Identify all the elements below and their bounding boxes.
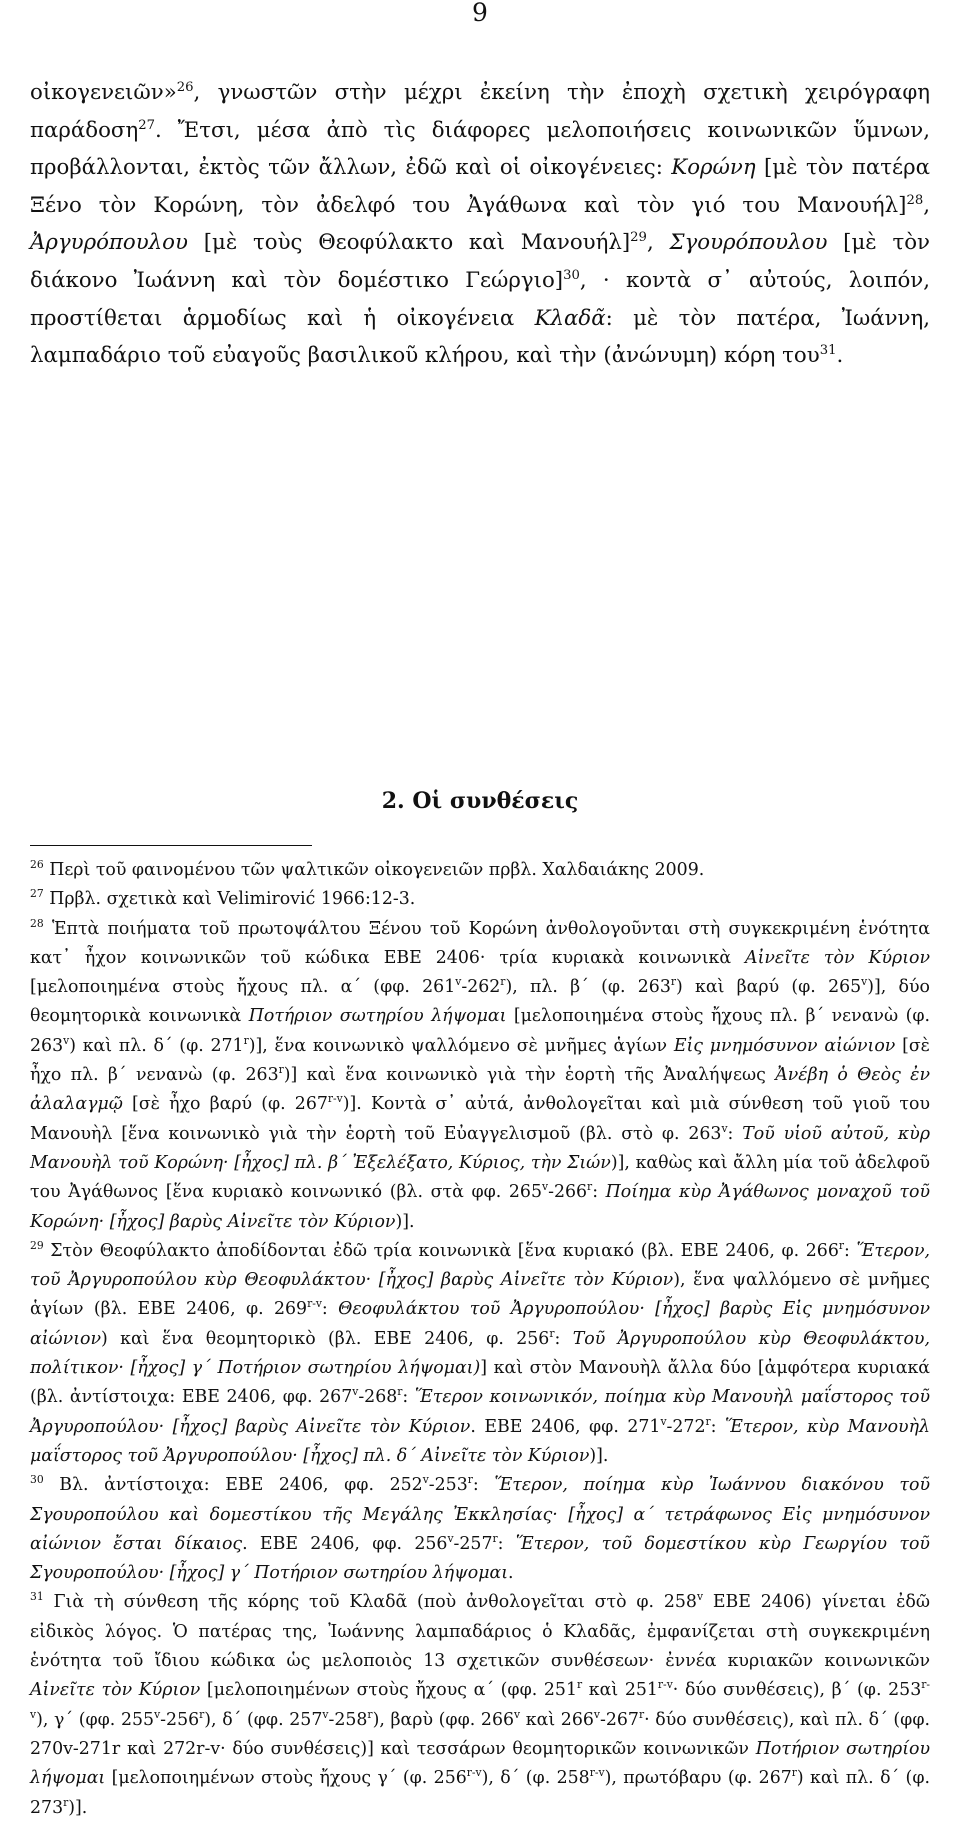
text-span: [σὲ ἦχο πλ. β΄ νενανὼ (φ. 263 xyxy=(30,1035,930,1086)
text-span: ), ἕνα ψαλλόμενο σὲ μνῆμες ἁγίων (βλ. ΕΒΕ 2406, φ. 269 xyxy=(30,1270,930,1320)
text-span: [μελοποιημένα στοὺς ἤχους πλ. β΄ νενανὼ (φ. 263 xyxy=(30,1006,930,1056)
text-span: -266 xyxy=(548,1182,588,1203)
footnote xyxy=(30,885,930,914)
footnote-ref: r xyxy=(397,1385,403,1399)
text-span: )], ἕνα κοινωνικὸ ψαλλόμενο σὲ μνῆμες ἁγίων xyxy=(248,1035,674,1056)
text-span: -253 xyxy=(428,1475,468,1496)
text-span: [μελοποιημένων στοὺς ἤχους α΄ (φφ. 251 xyxy=(200,1680,577,1701)
footnote-ref: r-v xyxy=(30,1678,931,1721)
text-span: . Ἔτσι, μέσα ἀπὸ τὶς διάφορες μελοποιήσεις κοινωνικῶν ὕμνων, προβάλλονται, ἐκτὸς τῶν ἄλλων, ἐδῶ καὶ οἱ οἰκογένειες: xyxy=(30,117,930,181)
text-span: ) καὶ βαρύ (φ. 265 xyxy=(676,977,862,998)
footnote-ref: r xyxy=(791,1766,797,1780)
footnote-ref: v xyxy=(154,1707,161,1721)
italic-span: Ποτήριον σωτηρίου λήψομαι xyxy=(30,1738,931,1789)
italic-span: Θεοφυλάκτου τοῦ Ἀργυροπούλου· [ἦχος] βαρὺς Εἰς μνημόσυνον αἰώνιον xyxy=(30,1299,930,1349)
footnote-ref: v xyxy=(422,1473,429,1487)
text-span: -272 xyxy=(666,1416,706,1437)
text-span: -257 xyxy=(453,1533,493,1554)
text-span: καὶ 251 xyxy=(582,1680,658,1701)
italic-span: Ἕτερον, κὺρ Μανουὴλ μαΐστορος τοῦ Ἀργυροπούλου· [ἦχος] πλ. δ΄ Αἰνεῖτε τὸν Κύριον xyxy=(30,1416,930,1466)
text-span: ) καὶ ἕνα θεομητορικὸ (βλ. ΕΒΕ 2406, φ. 256 xyxy=(100,1328,550,1349)
text-span: οἰκογενειῶν» xyxy=(30,80,177,105)
text-span: )], καθὼς καὶ ἄλλη μία τοῦ ἀδελφοῦ του Ἀγάθωνος [ἕνα κυριακὸ κοινωνικό (βλ. στὰ φφ. 265 xyxy=(30,1152,930,1203)
footnote xyxy=(30,1237,930,1471)
text-span: ), δ΄ (φφ. 257 xyxy=(204,1709,323,1730)
text-span: -262 xyxy=(461,977,501,998)
footnote-ref: r xyxy=(587,1180,593,1194)
text-span: ΕΒΕ 2406) γίνεται ἐδῶ εἰδικὸς λόγος. Ὁ πατέρας της, Ἰωάννης λαμπαδάριος ὁ Κλαδᾶς, ἐμφανίζεται στὴ συγκεκριμένη ἑνότητα τοῦ ἴδιου κώδικα ὡς μελοποιὸς 13 σχετικῶν συνθέσεων· ἐννέα κυριακῶν κοινωνικῶν xyxy=(30,1592,930,1672)
text-span: Βλ. ἀντίστοιχα: ΕΒΕ 2406, φφ. 252 xyxy=(43,1475,423,1496)
text-span: Στὸν Θεοφύλακτο ἀποδίδονται ἐδῶ τρία κοινωνικὰ [ἕνα κυριακό (βλ. ΕΒΕ 2406, φ. 266 xyxy=(43,1240,839,1261)
italic-span: Ἕτερον κοινωνικόν, ποίημα κὺρ Μανουὴλ μαΐστορος τοῦ Ἀργυροπούλου· [ἦχος] βαρὺς Αἰνεῖτε τὸν Κύριον xyxy=(30,1387,931,1437)
footnote-ref: 26 xyxy=(30,858,44,872)
text-span: ) καὶ πλ. δ΄ (φ. 273 xyxy=(30,1768,930,1818)
footnote-ref: 28 xyxy=(906,192,924,208)
footnote xyxy=(30,856,930,885)
text-span: ), βαρὺ (φφ. 266 xyxy=(372,1709,515,1730)
text-span: [μελοποιημένων στοὺς ἤχους γ΄ (φ. 256 xyxy=(105,1768,467,1789)
text-span: , xyxy=(646,230,670,256)
text-span: , · κοντὰ σ᾽ αὐτούς, λοιπόν, προστίθεται ἁρμοδίως καὶ ἡ οἰκογένεια xyxy=(30,267,930,331)
italic-span: Ἕτερον, τοῦ Ἀργυροπούλου κὺρ Θεοφυλάκτου· [ἦχος] βαρὺς Αἰνεῖτε τὸν Κύριον xyxy=(30,1240,930,1291)
italic-span: Αἰνεῖτε τὸν Κύριον xyxy=(745,947,930,968)
text-span: : xyxy=(321,1299,339,1320)
italic-span: Τοῦ Ἀργυροπούλου κὺρ Θεοφυλάκτου, πολίτικον· [ἦχος] γ΄ Ποτήριον σωτηρίου λήψομαι) xyxy=(30,1328,930,1379)
text-span: [μελοποιημένα στοὺς ἤχους πλ. α΄ (φφ. 261 xyxy=(30,977,456,998)
text-span: . xyxy=(508,1563,514,1584)
text-span: καὶ 266 xyxy=(520,1709,594,1730)
footnote-ref: v xyxy=(63,1034,70,1047)
footnote-ref: 31 xyxy=(30,1590,44,1604)
text-span: · δύο συνθέσεις), καὶ πλ. δ΄ (φφ. 270v-271r καὶ 272r-v· δύο συνθέσεις)] καὶ τεσσάρων θεομητορικῶν κοινωνικῶν xyxy=(30,1709,930,1759)
body-paragraph xyxy=(30,74,930,375)
text-span: -258 xyxy=(328,1709,368,1730)
footnotes xyxy=(30,856,930,1823)
italic-span: Ποίημα κὺρ Ἀγάθωνος μοναχοῦ τοῦ Κορώνη· [ἦχος] βαρὺς Αἰνεῖτε τὸν Κύριον xyxy=(30,1182,930,1232)
text-span: : μὲ τὸν πατέρα, Ἰωάννη, λαμπαδάριο τοῦ εὐαγοῦς βασιλικοῦ κλήρου, καὶ τὴν (ἀνώνυμη) κόρη του xyxy=(30,305,930,369)
italic-span: Ἕτερον, τοῦ δομεστίκου κὺρ Γεωργίου τοῦ Σγουροπούλου· [ἦχος] γ΄ Ποτήριον σωτηρίου λήψομαι xyxy=(30,1533,930,1584)
text-span: : xyxy=(727,1123,743,1144)
footnote-separator xyxy=(30,845,312,846)
italic-span: Ἀργυρόπουλου xyxy=(30,230,188,256)
footnote-ref: r xyxy=(367,1707,373,1721)
footnote-ref: 30 xyxy=(563,267,580,283)
text-span: [σὲ ἦχο βαρύ (φ. 267 xyxy=(122,1094,328,1115)
text-span: , γνωστῶν στὴν μέχρι ἐκείνη τὴν ἐποχὴ σχετικὴ χειρόγραφη παράδοση xyxy=(30,80,930,143)
footnote-ref: v xyxy=(660,1414,667,1428)
footnote-ref: r-v xyxy=(466,1766,482,1780)
footnote-ref: 27 xyxy=(30,887,44,901)
text-span: . xyxy=(836,343,844,369)
text-span: . ΕΒΕ 2406, φφ. 271 xyxy=(470,1416,661,1437)
text-span: [μὲ τοὺς Θεοφύλακτο καὶ Μανουήλ] xyxy=(187,230,631,256)
footnote-ref: 29 xyxy=(30,1239,44,1253)
footnote-ref: v xyxy=(593,1707,600,1721)
italic-span: Ἕτερον, ποίημα κὺρ Ἰωάννου διακόνου τοῦ Σγουροπούλου καὶ δομεστίκου τῆς Μεγάλης Ἐκκλησίας· [ἦχος] α΄ τετράφωνος Εἰς μνημόσυνον αἰώνιον ἔσται δίκαιος xyxy=(30,1475,930,1554)
text-span: -268 xyxy=(358,1387,398,1408)
footnote-ref: v xyxy=(696,1590,704,1604)
text-span: : xyxy=(497,1533,516,1554)
footnote-ref: r-v xyxy=(657,1678,673,1692)
footnote-ref: r xyxy=(549,1326,555,1340)
footnote-ref: r xyxy=(278,1063,284,1077)
footnote-ref: r xyxy=(199,1707,205,1721)
footnote-ref: v xyxy=(861,975,868,989)
footnote-ref: r xyxy=(670,975,677,989)
text-span: ), γ΄ (φφ. 255 xyxy=(36,1709,155,1730)
text-span: ) καὶ πλ. δ΄ (φ. 271 xyxy=(69,1035,244,1056)
text-span: : xyxy=(592,1182,606,1203)
footnote-ref: 26 xyxy=(176,79,194,95)
footnote-ref: 28 xyxy=(30,916,44,930)
footnote-ref: r xyxy=(500,975,506,989)
footnote-ref: r-v xyxy=(589,1766,605,1780)
footnote-ref: v xyxy=(514,1707,521,1721)
footnote-ref: r xyxy=(577,1678,583,1692)
text-span: ] καὶ στὸν Μανουὴλ ἄλλα δύο [ἀμφότερα κυριακά (βλ. ἀντίστοιχα: ΕΒΕ 2406, φφ. 267 xyxy=(30,1358,930,1408)
footnote-ref: r xyxy=(838,1239,844,1253)
footnote-ref: r xyxy=(638,1707,645,1721)
footnote-ref: r xyxy=(705,1414,711,1428)
footnote-ref: v xyxy=(455,975,462,989)
italic-span: Ποτήριον σωτηρίου λήψομαι xyxy=(248,1006,507,1027)
footnote-ref: 29 xyxy=(630,230,647,246)
text-span: )] καὶ ἕνα κοινωνικὸ γιὰ τὴν ἑορτὴ τῆς Ἀναλήψεως xyxy=(283,1065,776,1086)
footnote xyxy=(30,915,930,1237)
italic-span: Ἀνέβη ὁ Θεὸς ἐν ἀλαλαγμῷ xyxy=(30,1065,930,1115)
text-span: : xyxy=(554,1328,573,1349)
page-number: 9 xyxy=(472,0,488,27)
footnote-ref: 31 xyxy=(819,343,837,359)
text-span: : xyxy=(710,1416,725,1437)
footnote-ref: r-v xyxy=(327,1092,343,1106)
text-span: Πρβλ. σχετικὰ καὶ Velimirović 1966:12-3. xyxy=(43,889,416,910)
footnote-ref: 30 xyxy=(30,1473,44,1487)
text-span: , xyxy=(923,192,930,218)
footnote-ref: v xyxy=(447,1532,454,1546)
italic-span: Τοῦ υἱοῦ αὐτοῦ, κὺρ Μανουὴλ τοῦ Κορώνη· [ἦχος] πλ. β΄ Ἐξελέξατο, Κύριος, τὴν Σιών xyxy=(30,1123,931,1173)
text-span: Γιὰ τὴ σύνθεση τῆς κόρης τοῦ Κλαδᾶ (ποὺ ἀνθολογεῖται στὸ φ. 258 xyxy=(43,1592,697,1613)
text-span: )]. xyxy=(589,1445,609,1466)
text-span: ), πλ. β΄ (φ. 263 xyxy=(505,977,671,998)
text-span: -267 xyxy=(599,1709,639,1730)
footnote-ref: v xyxy=(721,1121,728,1135)
text-span: [μὲ τὸν πατέρα Ξένο τὸν Κορώνη, τὸν ἀδελφό του Ἀγάθωνα καὶ τὸν γιό του Μανουήλ] xyxy=(30,155,930,218)
text-span: : xyxy=(472,1475,495,1496)
footnote-ref: v xyxy=(322,1707,329,1721)
text-span: : xyxy=(402,1387,415,1408)
footnote-ref: v xyxy=(352,1385,359,1399)
footnote xyxy=(30,1471,930,1588)
text-span: )]. Κοντὰ σ᾽ αὐτά, ἀνθολογεῖται καὶ μιὰ σύνθεση τοῦ γιοῦ του Μανουὴλ [ἕνα κοινωνικὸ γιὰ τὴν ἑορτὴ τοῦ Εὐαγγελισμοῦ (βλ. στὸ φ. 263 xyxy=(30,1094,930,1144)
text-span: )]. xyxy=(68,1797,88,1818)
text-span: Ἑπτὰ ποιήματα τοῦ πρωτοψάλτου Ξένου τοῦ Κορώνη ἀνθολογοῦνται στὴ συγκεκριμένη ἑνότητα κατ᾽ ἦχον κοινωνικῶν τοῦ κώδικα ΕΒΕ 2406· τρία κυριακὰ κοινωνικὰ xyxy=(30,918,930,968)
text-span: -256 xyxy=(160,1709,200,1730)
footnote-ref: r xyxy=(243,1034,249,1047)
footnote-ref: v xyxy=(542,1180,549,1194)
footnote-ref: r-v xyxy=(307,1297,322,1311)
text-span: · δύο συνθέσεις), β΄ (φ. 253 xyxy=(672,1680,922,1701)
text-span: [μὲ τὸν διάκονο Ἰωάννη καὶ τὸν δομέστικο Γεώργιο] xyxy=(30,230,931,293)
footnote-ref: 27 xyxy=(138,117,156,133)
italic-span: Κλαδᾶ xyxy=(534,305,606,331)
text-span: )], δύο θεομητορικὰ κοινωνικὰ xyxy=(30,977,930,1027)
text-span: ), πρωτόβαρυ (φ. 267 xyxy=(604,1768,792,1789)
italic-span: Κορώνη xyxy=(671,155,756,181)
text-span: : xyxy=(844,1240,857,1261)
italic-span: Αἰνεῖτε τὸν Κύριον xyxy=(30,1680,201,1701)
section-heading: 2. Οἱ συνθέσεις xyxy=(381,788,579,814)
text-span: . ΕΒΕ 2406, φφ. 256 xyxy=(242,1533,448,1554)
footnote-ref: r xyxy=(492,1532,498,1546)
text-span: ), δ΄ (φ. 258 xyxy=(481,1768,590,1789)
footnote xyxy=(30,1588,930,1822)
text-span: )]. xyxy=(395,1211,415,1232)
footnote-ref: r xyxy=(467,1473,473,1487)
italic-span: Σγουρόπουλου xyxy=(669,230,828,256)
footnote-ref: r xyxy=(63,1795,69,1809)
text-span: Περὶ τοῦ φαινομένου τῶν ψαλτικῶν οἰκογενειῶν πρβλ. Χαλδαιάκης 2009. xyxy=(43,860,705,880)
italic-span: Εἰς μνημόσυνον αἰώνιον xyxy=(673,1035,896,1056)
